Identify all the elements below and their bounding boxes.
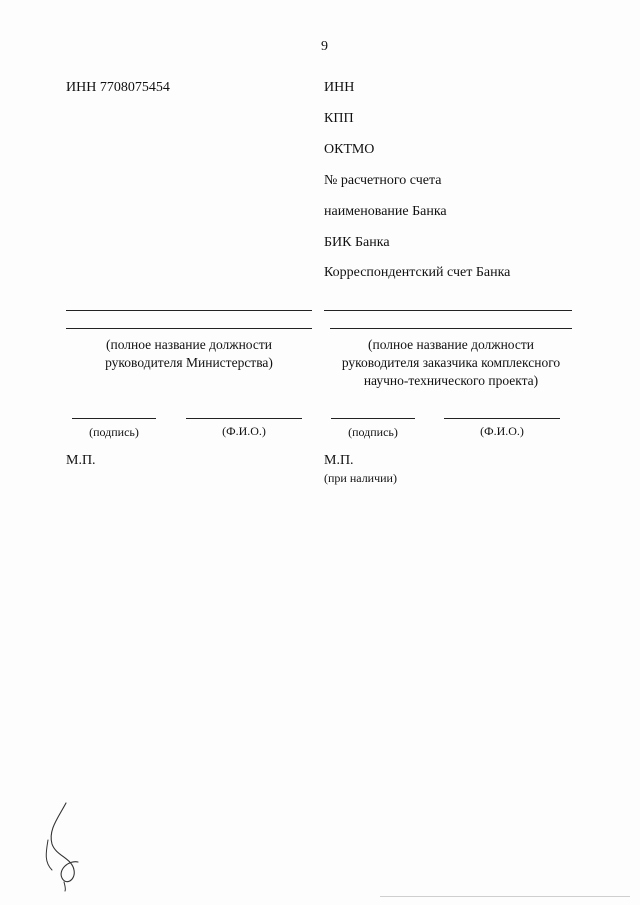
left-position-line-2: [66, 328, 312, 329]
left-inn: ИНН 7708075454: [66, 80, 170, 95]
left-position-caption-line-1: (полное название должности: [105, 337, 273, 352]
right-field-kpp: КПП: [324, 111, 354, 126]
right-field-inn: ИНН: [324, 80, 355, 95]
handwritten-initials-icon: [38, 800, 88, 892]
right-field-corr-account: Корреспондентский счет Банка: [324, 265, 511, 280]
page-number: 9: [321, 39, 328, 54]
right-position-line-2: [330, 328, 572, 329]
left-fio-caption: (Ф.И.О.): [222, 424, 266, 438]
left-fio-line: [186, 418, 302, 419]
right-position-caption-line-3: научно-технического проекта): [363, 373, 539, 388]
scan-edge-line: [380, 896, 630, 897]
right-fio-caption: (Ф.И.О.): [480, 424, 524, 438]
right-field-oktmo: ОКТМО: [324, 142, 375, 157]
left-signature-line: [72, 418, 156, 419]
right-position-caption-line-2: руководителя заказчика комплексного: [341, 355, 561, 370]
left-signature-caption: (подпись): [89, 425, 139, 439]
right-signature-line: [331, 418, 415, 419]
left-stamp: М.П.: [66, 453, 96, 468]
right-fio-line: [444, 418, 560, 419]
left-position-caption: [66, 336, 312, 372]
left-position-line-1: [66, 310, 312, 311]
right-position-line-1: [324, 310, 572, 311]
right-stamp: М.П.: [324, 453, 354, 468]
left-position-caption-line-2: руководителя Министерства): [105, 355, 273, 370]
right-field-bik: БИК Банка: [324, 235, 390, 250]
right-position-caption-line-1: (полное название должности: [367, 337, 535, 352]
right-signature-caption: (подпись): [348, 425, 398, 439]
right-field-account: № расчетного счета: [324, 173, 442, 188]
right-stamp-note: (при наличии): [324, 471, 397, 485]
right-position-caption: [318, 336, 584, 390]
right-field-bank-name: наименование Банка: [324, 204, 447, 219]
